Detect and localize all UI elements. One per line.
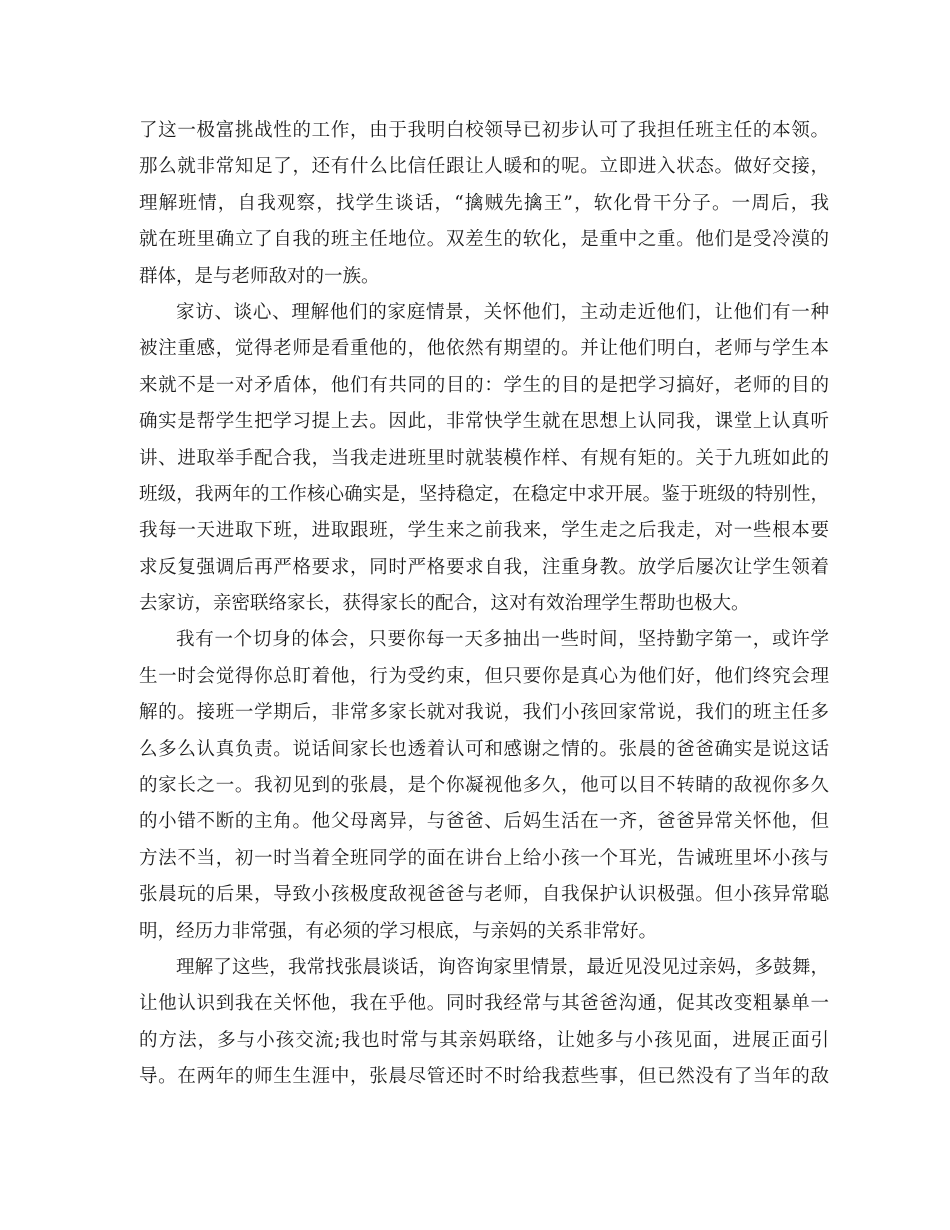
text-line: 的小错不断的主角。他父母离异，与爸爸、后妈生活在一齐，爸爸异常关怀他，但 <box>139 811 829 833</box>
text-line: 理解了这些，我常找张晨谈话，询咨询家里情景，最近见没见过亲妈，多鼓舞， <box>176 956 829 978</box>
paragraph-4 <box>139 950 829 1096</box>
text-line: 理解班情，自我观察，找学生谈话，“擒贼先擒王”，软化骨干分子。一周后，我 <box>139 192 829 214</box>
text-line: 导。在两年的师生生涯中，张晨尽管还时不时给我惹些事，但已然没有了当年的敌 <box>139 1066 829 1088</box>
text-line: 方法不当，初一时当着全班同学的面在讲台上给小孩一个耳光，告诫班里坏小孩与 <box>139 847 829 869</box>
text-line: 张晨玩的后果，导致小孩极度敌视爸爸与老师，自我保护认识极强。但小孩异常聪 <box>139 884 829 906</box>
text-line: 确实是帮学生把学习提上去。因此，非常快学生就在思想上认同我，课堂上认真听 <box>139 411 829 433</box>
text-line: 来就不是一对矛盾体，他们有共同的目的：学生的目的是把学习搞好，老师的目的 <box>139 374 829 396</box>
text-line: 的方法，多与小孩交流;我也时常与其亲妈联络，让她多与小孩见面，进展正面引 <box>139 1029 829 1051</box>
document-body <box>139 113 829 1096</box>
text-line: 就在班里确立了自我的班主任地位。双差生的软化，是重中之重。他们是受冷漠的 <box>139 229 829 251</box>
text-line: 我每一天进取下班，进取跟班，学生来之前我来，学生走之后我走，对一些根本要 <box>139 520 829 542</box>
paragraph-3 <box>139 622 829 950</box>
text-line: 家访、谈心、理解他们的家庭情景，关怀他们，主动走近他们，让他们有一种 <box>176 301 829 323</box>
text-line: 群体，是与老师敌对的一族。 <box>139 265 380 287</box>
paragraph-1 <box>139 113 829 295</box>
text-line: 被注重感，觉得老师是看重他的，他依然有期望的。并让他们明白，老师与学生本 <box>139 338 829 360</box>
text-line: 解的。接班一学期后，非常多家长就对我说，我们小孩回家常说，我们的班主任多 <box>139 702 829 724</box>
text-line: 班级，我两年的工作核心确实是，坚持稳定，在稳定中求开展。鉴于班级的特别性， <box>139 483 829 505</box>
text-line: 那么就非常知足了，还有什么比信任跟让人暖和的呢。立即进入状态。做好交接， <box>139 156 829 178</box>
text-line: 么多么认真负责。说话间家长也透着认可和感谢之情的。张晨的爸爸确实是说这话 <box>139 738 829 760</box>
text-line: 去家访，亲密联络家长，获得家长的配合，这对有效治理学生帮助也极大。 <box>139 593 750 615</box>
text-line: 让他认识到我在关怀他，我在乎他。同时我经常与其爸爸沟通，促其改变粗暴单一 <box>139 993 829 1015</box>
text-line: 讲、进取举手配合我，当我走进班里时就装模作样、有规有矩的。关于九班如此的 <box>139 447 829 469</box>
text-line: 求反复强调后再严格要求，同时严格要求自我，注重身教。放学后屡次让学生领着 <box>139 556 829 578</box>
text-line: 生一时会觉得你总盯着他，行为受约束，但只要你是真心为他们好，他们终究会理 <box>139 665 829 687</box>
text-line: 了这一极富挑战性的工作，由于我明白校领导已初步认可了我担任班主任的本领。 <box>139 120 829 141</box>
text-line: 的家长之一。我初见到的张晨，是个你凝视他多久，他可以目不转睛的敌视你多久 <box>139 775 829 797</box>
text-line: 明，经历力非常强，有必须的学习根底，与亲妈的关系非常好。 <box>139 920 658 942</box>
paragraph-2 <box>139 295 829 623</box>
text-line: 我有一个切身的体会，只要你每一天多抽出一些时间，坚持勤字第一，或许学 <box>176 629 829 651</box>
